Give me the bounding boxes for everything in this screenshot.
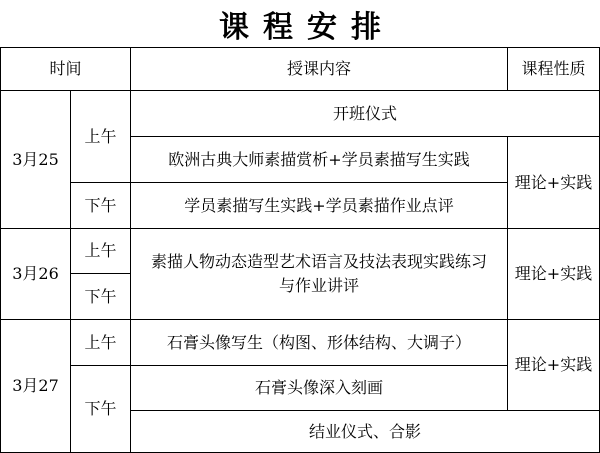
content-row: 开班仪式 — [130, 90, 600, 137]
content-row: 结业仪式、合影 — [130, 410, 600, 453]
nature-cell: 理论+实践 — [507, 228, 600, 320]
content-row: 素描人物动态造型艺术语言及技法表现实践练习与作业讲评 — [130, 228, 508, 320]
content-row: 欧洲古典大师素描赏析+学员素描写生实践 — [130, 136, 508, 183]
content-row: 石膏头像写生（构图、形体结构、大调子） — [130, 319, 508, 366]
period-pm: 下午 — [70, 182, 131, 229]
period-pm: 下午 — [70, 365, 131, 453]
header-nature: 课程性质 — [507, 47, 600, 91]
nature-cell: 理论+实践 — [507, 136, 600, 229]
date-cell: 3月27 — [0, 319, 71, 453]
period-pm: 下午 — [70, 273, 131, 320]
content-row: 学员素描写生实践+学员素描作业点评 — [130, 182, 508, 229]
schedule-table — [0, 47, 600, 453]
date-cell: 3月25 — [0, 90, 71, 229]
page-title: 课程安排 — [219, 9, 395, 45]
content-row: 石膏头像深入刻画 — [130, 365, 508, 411]
nature-cell: 理论+实践 — [507, 319, 600, 411]
period-am: 上午 — [70, 90, 131, 183]
period-am: 上午 — [70, 319, 131, 366]
date-cell: 3月26 — [0, 228, 71, 320]
header-time: 时间 — [0, 47, 131, 91]
period-am: 上午 — [70, 228, 131, 274]
header-content: 授课内容 — [130, 47, 508, 91]
